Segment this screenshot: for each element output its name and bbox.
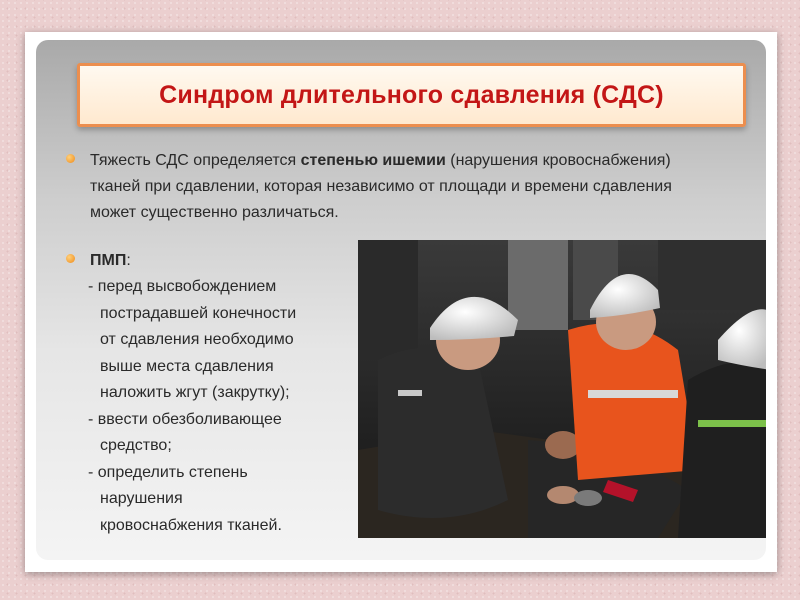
slide-content xyxy=(36,40,766,560)
list-item xyxy=(88,274,356,407)
paragraph-first-aid xyxy=(66,248,356,539)
title-box xyxy=(77,63,746,127)
list-item-first-line: - ввести обезболивающее xyxy=(88,410,282,428)
list-item-first-line: - определить степень xyxy=(88,463,248,481)
bullet-dot-icon xyxy=(66,154,75,163)
paragraph-text-bold: степенью ишемии xyxy=(300,152,446,169)
paragraph-text-after: (нарушения кровоснабжения) тканей при сдавлении, которая независимо от площади и времени сдавления может существенно различаться. xyxy=(90,152,672,221)
first-aid-heading-label: ПМП xyxy=(90,252,127,269)
list-item-first-line: - перед высвобождением xyxy=(88,278,277,295)
list-item xyxy=(88,460,356,540)
slide-frame xyxy=(25,32,777,572)
first-aid-heading xyxy=(90,248,356,274)
paragraph-text-before: Тяжесть СДС определяется xyxy=(90,152,301,169)
rescue-photo xyxy=(358,240,766,538)
list-item-line: наложить жгут (закрутку); xyxy=(100,384,290,401)
list-item-line: нарушения xyxy=(100,490,183,507)
bullet-dot-icon xyxy=(66,254,75,263)
paragraph-severity-text xyxy=(90,148,706,226)
list-item-line: средство; xyxy=(100,437,172,454)
list-item-line: кровоснабжения тканей. xyxy=(100,516,282,534)
list-item-line: от сдавления необходимо xyxy=(100,331,294,348)
list-item-line: пострадавшей конечности xyxy=(100,304,297,322)
rescue-photo-icon xyxy=(358,240,766,538)
paragraph-severity xyxy=(66,148,706,226)
first-aid-heading-colon: : xyxy=(126,252,131,269)
list-item-line: выше места сдавления xyxy=(100,357,274,375)
list-item xyxy=(88,407,356,460)
slide-title: Синдром длительного сдавления (СДС) xyxy=(159,80,664,109)
